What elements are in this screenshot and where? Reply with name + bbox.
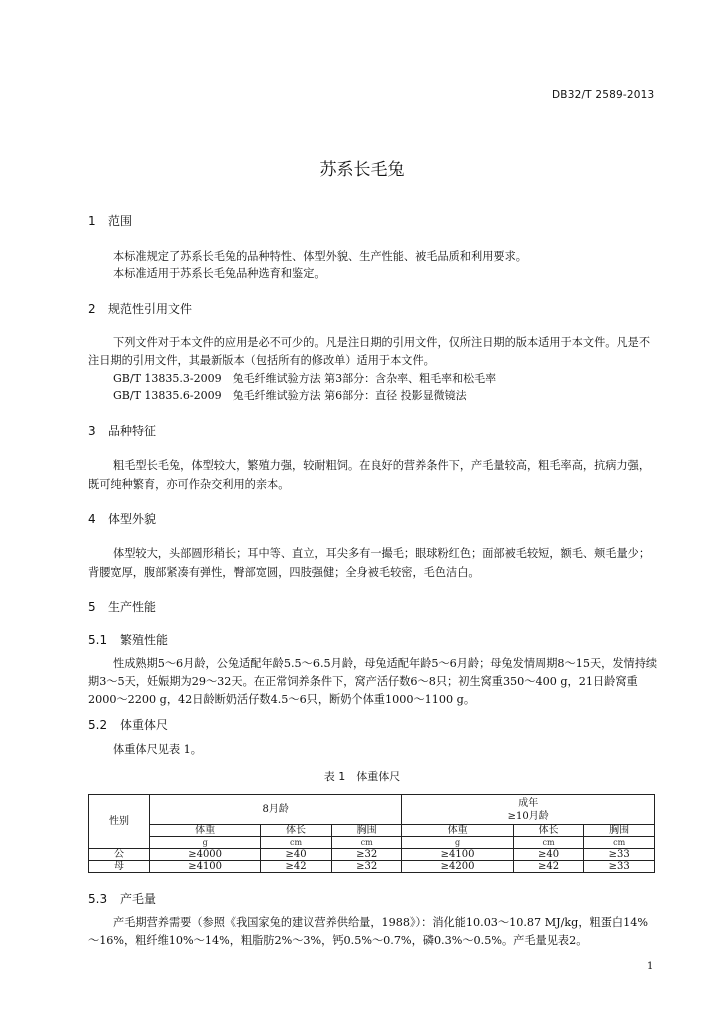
document-title: 苏系长毛兔 <box>319 160 405 180</box>
subsection-5-1-paragraph: 性成熟期5～6月龄，公兔适配年龄5.5～6.5月龄，母兔适配年龄5～6月龄；母兔发情周期8～15天，发情持续期3～5天，妊娠期为29～32天。在正常饲养条件下，窝产活仔数6～8只；初生窝重350～400 g，21日龄窝重2000～2200 g，42日龄断奶活仔数4.5～6只，断奶个体重1000～1100 g。 <box>88 657 658 706</box>
unit-cell: cm <box>513 837 584 849</box>
section-number: 2 <box>88 302 96 316</box>
value-cell: ≥42 <box>261 861 332 873</box>
table-unit-row <box>89 837 655 849</box>
column-header: 胸围 <box>331 825 402 837</box>
section-4-paragraph-1: 体型较大，头部圆形稍长；耳中等、直立，耳尖多有一撮毛；眼球粉红色；面部被毛较短，额毛、颊毛量少；背腰宽厚，腹部紧凑有弹性，臀部宽圆，四肢强健；全身被毛较密，毛色洁白。 <box>88 547 651 579</box>
unit-cell: cm <box>584 837 655 849</box>
table-1-caption: 表 1 体重体尺 <box>323 770 401 783</box>
section-title: 品种特征 <box>108 424 157 438</box>
column-header: 胸围 <box>584 825 655 837</box>
table-column-header-row <box>89 825 655 837</box>
subsection-number: 5.3 <box>88 892 108 906</box>
subsection-5-2-paragraph: 体重体尺见表 1。 <box>113 743 202 756</box>
table-header-row <box>89 795 655 825</box>
subsection-5-1-heading <box>88 631 168 648</box>
table-row <box>89 861 655 873</box>
section-number: 4 <box>88 512 96 526</box>
subsection-number: 5.1 <box>88 633 108 647</box>
section-title: 生产性能 <box>108 600 157 614</box>
value-cell: ≥4100 <box>150 861 261 873</box>
page-number: 1 <box>647 961 654 972</box>
unit-cell: cm <box>331 837 402 849</box>
section-3-paragraph-1: 粗毛型长毛兔，体型较大，繁殖力强，较耐粗饲。在良好的营养条件下，产毛量较高，粗毛率高，抗病力强，既可纯种繁育，亦可作杂交利用的亲本。 <box>88 459 651 491</box>
section-4-heading <box>88 510 156 527</box>
column-header: 体重 <box>150 825 261 837</box>
section-1-paragraph-1: 本标准规定了苏系长毛兔的品种特性、体型外貌、生产性能、被毛品质和利用要求。 <box>113 250 527 263</box>
section-2-heading <box>88 300 192 317</box>
column-header: 体长 <box>513 825 584 837</box>
value-cell: ≥40 <box>261 849 332 861</box>
group-adult-line-2: ≥10月龄 <box>507 810 549 822</box>
column-header: 体长 <box>261 825 332 837</box>
section-title: 范围 <box>108 214 133 228</box>
normative-reference-1: GB/T 13835.3-2009 兔毛纤维试验方法 第3部分：含杂率、粗毛率和松毛率 <box>113 372 497 385</box>
value-cell: ≥32 <box>331 861 402 873</box>
section-number: 1 <box>88 214 96 228</box>
sex-header-cell: 性别 <box>89 795 150 849</box>
subsection-5-3-heading <box>88 890 156 907</box>
value-cell: ≥33 <box>584 861 655 873</box>
section-number: 3 <box>88 424 96 438</box>
section-title: 规范性引用文件 <box>108 302 193 316</box>
sex-cell: 母 <box>89 861 150 873</box>
sex-cell: 公 <box>89 849 150 861</box>
section-3-heading <box>88 422 156 439</box>
section-2-paragraph-1: 下列文件对于本文件的应用是必不可少的。凡是注日期的引用文件，仅所注日期的版本适用于本文件。凡是不注日期的引用文件，其最新版本（包括所有的修改单）适用于本文件。 <box>88 336 651 367</box>
column-header: 体重 <box>402 825 513 837</box>
value-cell: ≥40 <box>513 849 584 861</box>
unit-cell: g <box>150 837 261 849</box>
value-cell: ≥32 <box>331 849 402 861</box>
table-row <box>89 849 655 861</box>
subsection-5-3-paragraph: 产毛期营养需要（参照《我国家兔的建议营养供给量，1988》）：消化能10.03～10.87 MJ/kg，粗蛋白14%～16%，粗纤维10%～14%，粗脂肪2%～3%，钙0.5%～0.7%，磷0.3%～0.5%。产毛量见表2。 <box>88 916 648 947</box>
section-5-heading <box>88 598 156 615</box>
group-8-months-header: 8月龄 <box>150 795 402 825</box>
value-cell: ≥4000 <box>150 849 261 861</box>
normative-reference-2: GB/T 13835.6-2009 兔毛纤维试验方法 第6部分：直径 投影显微镜法 <box>113 389 467 402</box>
section-number: 5 <box>88 600 96 614</box>
subsection-title: 产毛量 <box>120 892 157 906</box>
subsection-title: 体重体尺 <box>120 718 169 732</box>
section-title: 体型外貌 <box>108 512 157 526</box>
unit-cell: g <box>402 837 513 849</box>
value-cell: ≥4200 <box>402 861 513 873</box>
value-cell: ≥4100 <box>402 849 513 861</box>
section-1-paragraph-2: 本标准适用于苏系长毛兔品种选育和鉴定。 <box>113 267 326 280</box>
group-adult-line-1: 成年 <box>518 797 539 809</box>
subsection-number: 5.2 <box>88 718 108 732</box>
subsection-5-2-heading <box>88 716 168 733</box>
unit-cell: cm <box>261 837 332 849</box>
value-cell: ≥42 <box>513 861 584 873</box>
section-1-heading <box>88 212 132 229</box>
subsection-title: 繁殖性能 <box>120 633 169 647</box>
value-cell: ≥33 <box>584 849 655 861</box>
document-code: DB32/T 2589-2013 <box>552 89 655 101</box>
group-adult-header <box>402 795 655 825</box>
table-1-body-weight-size <box>88 794 655 873</box>
